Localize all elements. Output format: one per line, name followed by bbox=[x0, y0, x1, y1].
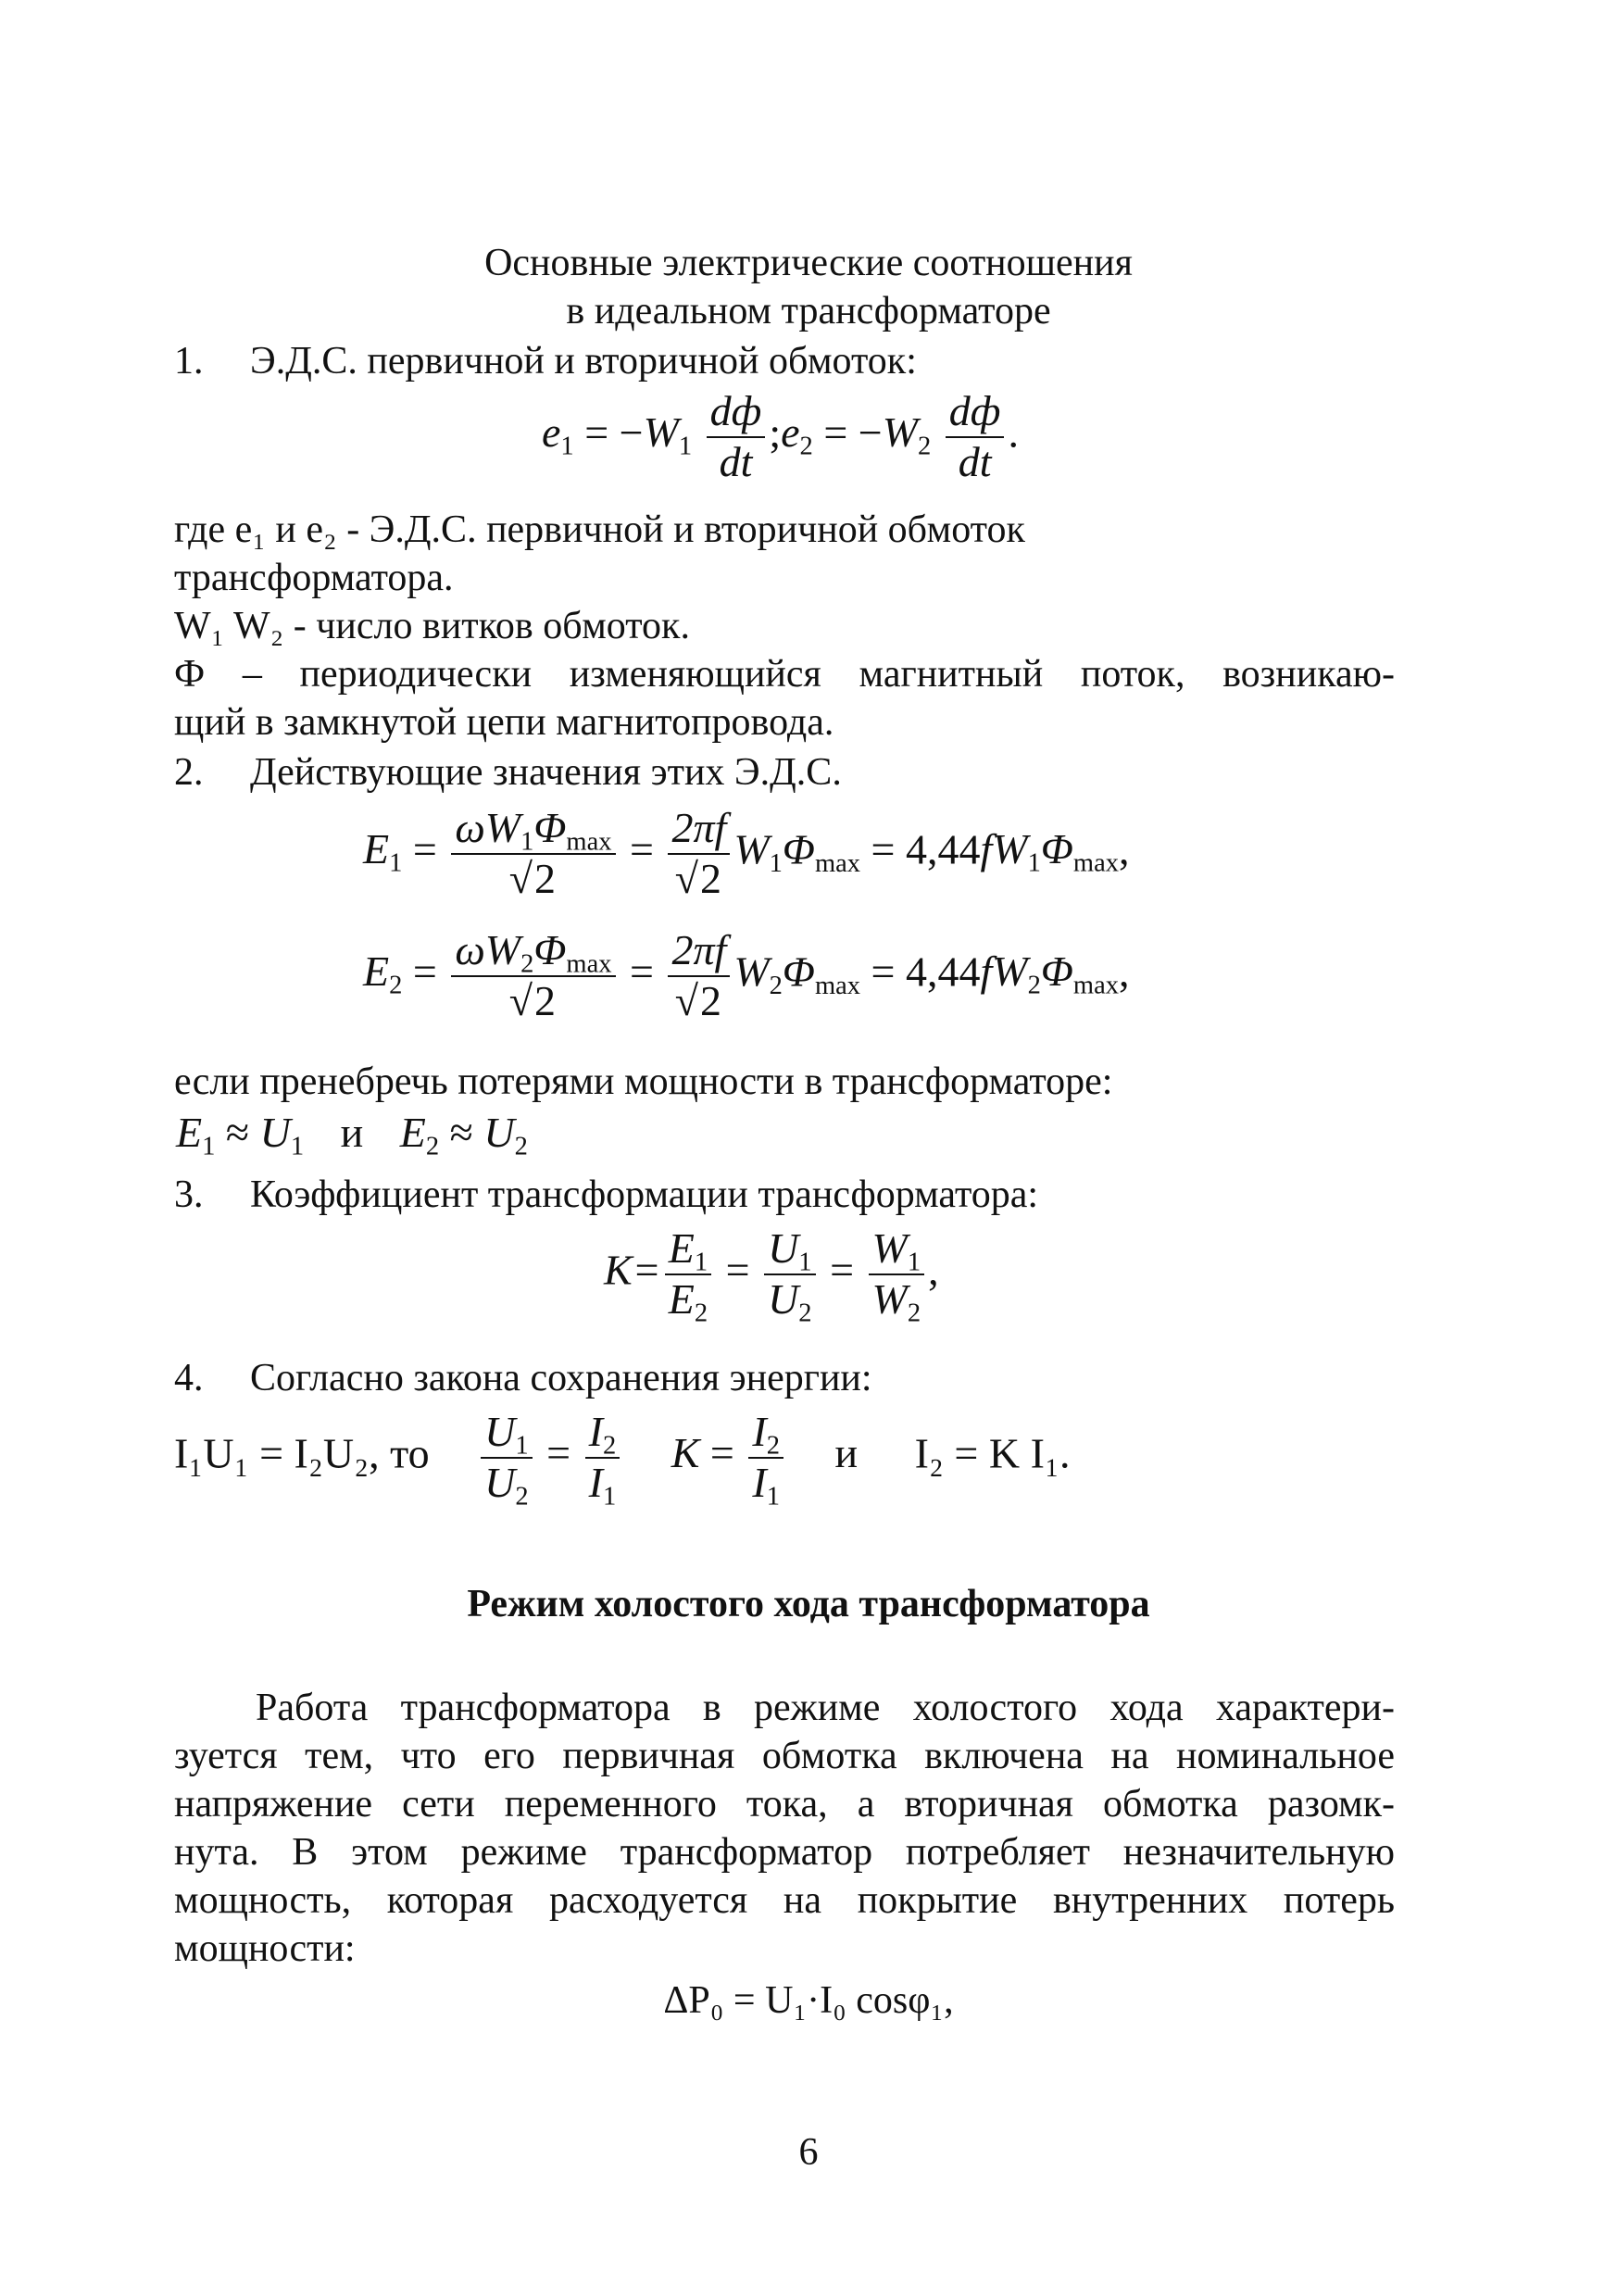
section-title: Режим холостого хода трансформатора bbox=[467, 1583, 1150, 1625]
equation-e2-rms: $E_2$ = $\frac{\omega W_2\Phi_{max}}{√2}$ = $\frac{2\pi f}{√2}$ $W_2\Phi_{max} = 4,44fW_2\Phi_{max}$, bbox=[363, 926, 1130, 1024]
item-4-text: Согласно закона сохранения энергии: bbox=[250, 1357, 872, 1399]
title-line-2: в идеальном трансформаторе bbox=[566, 290, 1051, 332]
equation-idle-loss: ΔP₀ = U₁·I₀ cosφ₁, bbox=[663, 1979, 954, 2022]
equation-energy: I₁U₁ = I₂U₂, то $\frac{U_1}{U_2}$ = $\frac{I_2}{I_1}$ K = $\frac{I_2}{I_1}$ и I₂ = K I₁. bbox=[174, 1408, 1071, 1512]
item-4-number: 4. bbox=[174, 1357, 204, 1399]
para-2: если пренебречь потерями мощности в трансформаторе: bbox=[174, 1060, 1113, 1103]
body-line-1: Работа трансформатора в режиме холостого хода характери- bbox=[256, 1687, 1395, 1729]
para-1-line-5: щий в замкнутой цепи магнитопровода. bbox=[174, 701, 834, 744]
item-3-number: 3. bbox=[174, 1173, 204, 1216]
body-line-4: нута. В этом режиме трансформатор потребляет незначительную bbox=[174, 1831, 1395, 1874]
para-1-line-4: Ф – периодически изменяющийся магнитный поток, возникаю- bbox=[174, 653, 1395, 696]
item-1-number: 1. bbox=[174, 340, 204, 383]
body-line-6: мощности: bbox=[174, 1927, 356, 1970]
item-1-text: Э.Д.С. первичной и вторичной обмоток: bbox=[250, 340, 917, 383]
item-3 bbox=[174, 1171, 1038, 1219]
para-1-line-2: трансформатора. bbox=[174, 557, 454, 599]
title-line-1: Основные электрические соотношения bbox=[484, 242, 1133, 284]
para-1-line-3: W₁ W₂ - число витков обмоток. bbox=[174, 605, 690, 647]
equation-e1-rms: $E_1$ = $\frac{\omega W_1\Phi_{max}}{√2}$ = $\frac{2\pi f}{√2}$ $W_1\Phi_{max} = 4,44fW_1\Phi_{max}$, bbox=[363, 804, 1130, 902]
equation-transform-ratio: K= $\frac{E_1}{E_2}$ = $\frac{U_1}{U_2}$ = $\frac{W_1}{W_2}$ , bbox=[604, 1224, 939, 1328]
item-2-number: 2. bbox=[174, 751, 204, 794]
body-line-3: напряжение сети переменного тока, а вторичная обмотка разомк- bbox=[174, 1783, 1395, 1826]
para-1-line-1: где e₁ и e₂ - Э.Д.С. первичной и вторичной обмоток bbox=[174, 508, 1025, 551]
item-1 bbox=[174, 337, 917, 385]
page-number: 6 bbox=[798, 2131, 819, 2174]
item-3-text: Коэффициент трансформации трансформатора: bbox=[250, 1173, 1039, 1216]
equation-approx: $E_1 \approx U_1$ и $E_2 \approx U_2$ bbox=[176, 1109, 528, 1161]
body-line-2: зуется тем, что его первичная обмотка включена на номинальное bbox=[174, 1735, 1395, 1777]
item-2 bbox=[174, 748, 842, 797]
equation-emf-instant: $e_1 = -W_1$ $\frac{dф}{dt}$ $;e_2 = -W_2$ $\frac{dф}{dt}$ . bbox=[542, 387, 1019, 485]
body-line-5: мощность, которая расходуется на покрытие внутренних потерь bbox=[174, 1879, 1395, 1922]
item-4 bbox=[174, 1354, 872, 1402]
item-2-text: Действующие значения этих Э.Д.С. bbox=[250, 751, 842, 794]
